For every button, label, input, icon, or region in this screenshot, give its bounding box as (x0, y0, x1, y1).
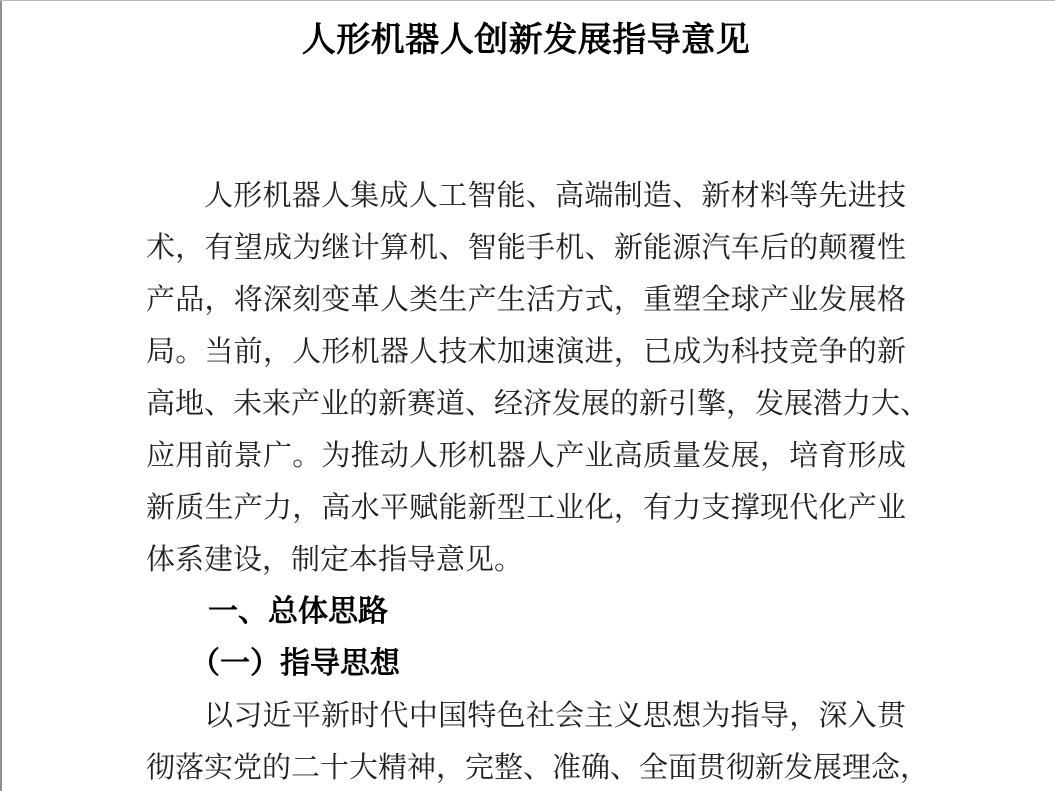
page-top-edge-line (0, 0, 1055, 1)
paragraph2-line-1: 以习近平新时代中国特色社会主义思想为指导，深入贯 (204, 700, 906, 732)
document-title: 人形机器人创新发展指导意见 (301, 22, 751, 59)
section-heading-overall-approach: 一、总体思路 (208, 595, 388, 628)
paragraph1-line-4: 局。当前，人形机器人技术加速演进，已成为科技竞争的新 (146, 336, 906, 368)
sub-heading-guiding-ideology: （一）指导思想 (190, 647, 400, 680)
paragraph1-line-3: 产品，将深刻变革人类生产生活方式，重塑全球产业发展格 (146, 284, 906, 316)
paragraph1-line-8: 体系建设，制定本指导意见。 (146, 544, 524, 576)
paragraph1-line-2: 术，有望成为继计算机、智能手机、新能源汽车后的颠覆性 (146, 232, 906, 264)
paragraph2-line-2: 彻落实党的二十大精神，完整、准确、全面贯彻新发展理念， (146, 752, 930, 784)
paragraph1-line-7: 新质生产力，高水平赋能新型工业化，有力支撑现代化产业 (146, 492, 906, 524)
page-left-edge-line (0, 0, 2, 791)
paragraph1-line-1: 人形机器人集成人工智能、高端制造、新材料等先进技 (204, 180, 906, 212)
document-body (146, 170, 930, 791)
paragraph1-line-6: 应用前景广。为推动人形机器人产业高质量发展，培育形成 (146, 440, 906, 472)
paragraph1-line-5: 高地、未来产业的新赛道、经济发展的新引擎，发展潜力大、 (146, 388, 930, 420)
